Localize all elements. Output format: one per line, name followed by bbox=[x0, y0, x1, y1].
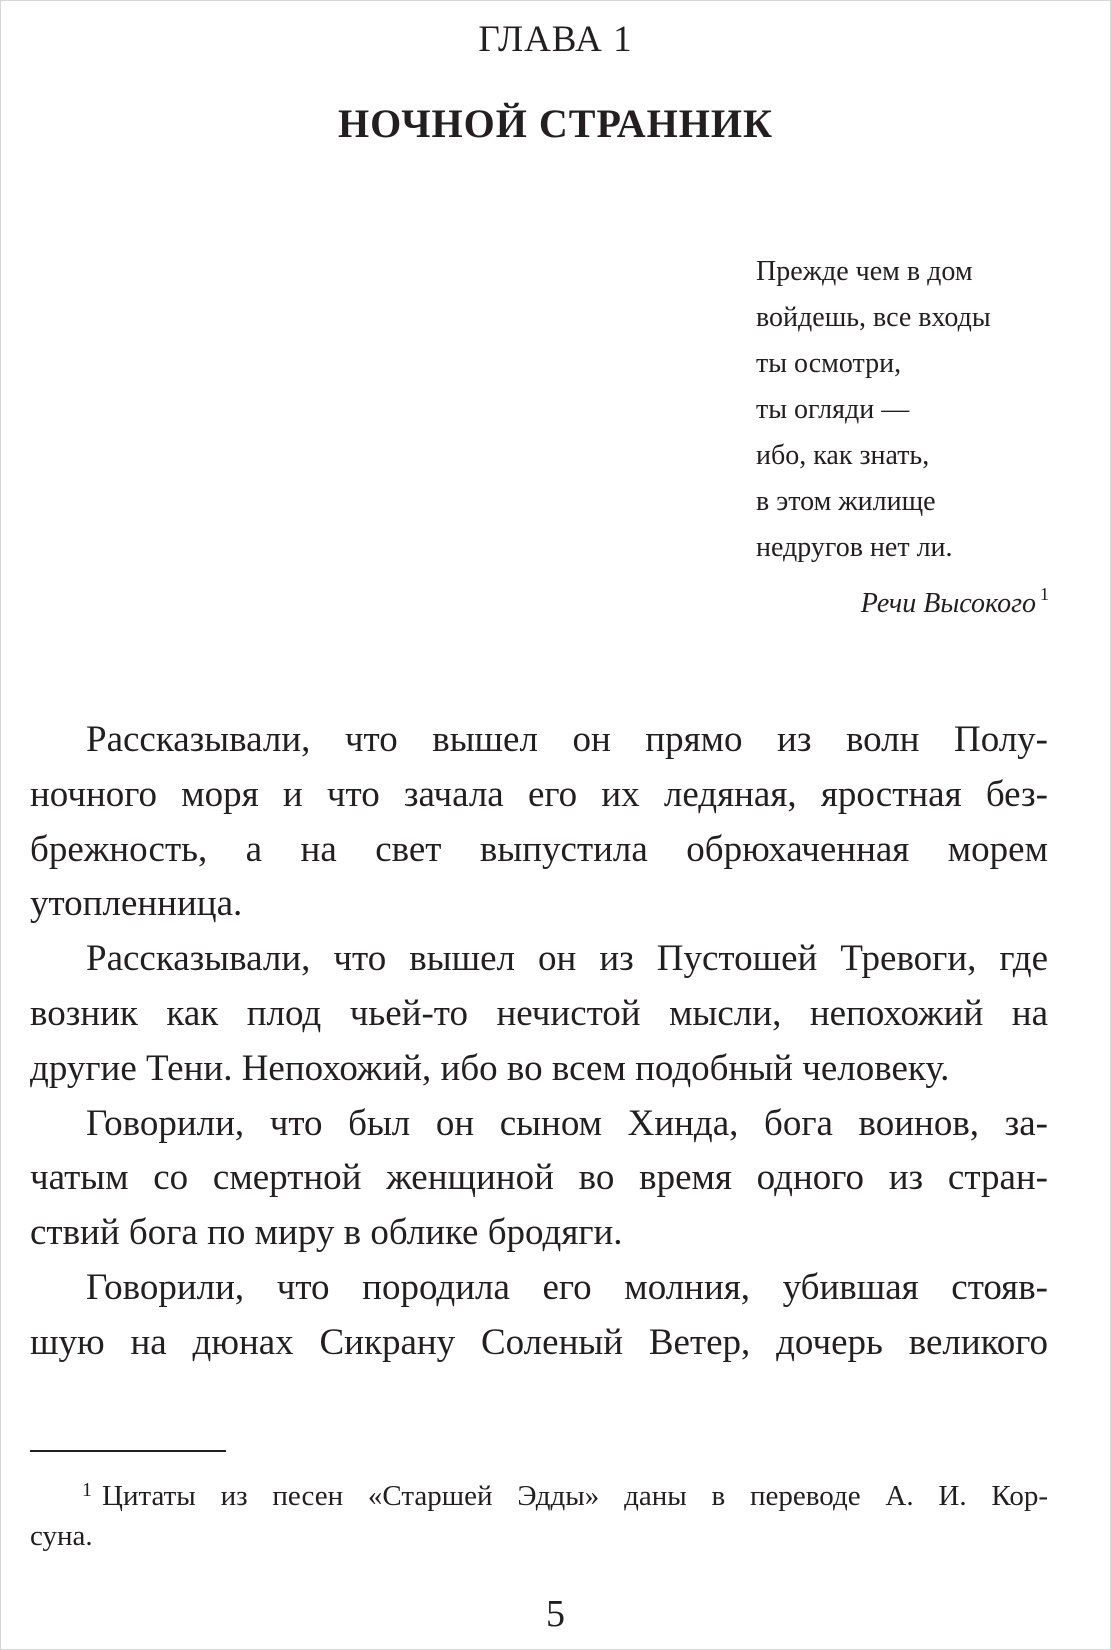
paragraph bbox=[30, 713, 1048, 932]
paragraph bbox=[30, 932, 1048, 1096]
text-line: чатым со смертной женщиной во время одного из стран- bbox=[30, 1157, 1048, 1199]
epigraph-line: Прежде чем в дом bbox=[756, 256, 973, 287]
footnote-marker: 1 bbox=[82, 1479, 92, 1501]
epigraph-source bbox=[756, 571, 1056, 627]
epigraph-line: войдешь, все входы bbox=[756, 302, 991, 333]
text-line: Рассказывали, что вышел он из Пустошей Тревоги, где bbox=[86, 938, 1048, 980]
page-number: 5 bbox=[546, 1593, 565, 1635]
text-line: Рассказывали, что вышел он прямо из волн Полу- bbox=[86, 719, 1048, 760]
body-text bbox=[30, 713, 1048, 1371]
epigraph-source-text: Речи Высокого bbox=[860, 588, 1036, 619]
epigraph-line: недругов нет ли. bbox=[756, 532, 953, 563]
footnote bbox=[30, 1470, 1048, 1556]
epigraph-line: ибо, как знать, bbox=[756, 440, 930, 471]
epigraph-line: ты осмотри, bbox=[756, 348, 902, 379]
footnote-text: Цитаты из песен «Старшей Эдды» даны в переводе А. И. Кор- bbox=[102, 1480, 1048, 1512]
paragraph bbox=[30, 1261, 1048, 1371]
epigraph-line: в этом жилище bbox=[756, 486, 936, 517]
footnote-line: суна. bbox=[30, 1520, 93, 1552]
epigraph bbox=[756, 249, 1056, 627]
text-line: шую на дюнах Сикрану Соленый Ветер, дочерь великого bbox=[30, 1321, 1048, 1363]
epigraph-line: ты огляди — bbox=[756, 394, 910, 425]
text-line: Говорили, что породила его молния, убившая стояв- bbox=[86, 1266, 1048, 1308]
text-line: брежность, а на свет выпустила обрюхаченная морем bbox=[30, 828, 1048, 870]
text-line: ствий бога по миру в облике бродяги. bbox=[30, 1212, 623, 1254]
text-line: утопленница. bbox=[30, 883, 243, 925]
footnote-separator bbox=[30, 1450, 226, 1452]
footnote-reference[interactable]: 1 bbox=[1040, 584, 1049, 604]
text-line: ночного моря и что зачала его их ледяная, яростная без- bbox=[30, 773, 1048, 815]
text-line: возник как плод чьей-то нечистой мысли, непохожий на bbox=[30, 992, 1048, 1034]
paragraph bbox=[30, 1097, 1048, 1261]
footnote-line bbox=[30, 1470, 1048, 1516]
chapter-number: ГЛАВА 1 bbox=[478, 19, 633, 60]
chapter-title: НОЧНОЙ СТРАННИК bbox=[337, 101, 774, 146]
text-line: другие Тени. Непохожий, ибо во всем подобный человеку. bbox=[30, 1047, 950, 1089]
text-line: Говорили, что был он сыном Хинда, бога воинов, за- bbox=[86, 1102, 1048, 1144]
